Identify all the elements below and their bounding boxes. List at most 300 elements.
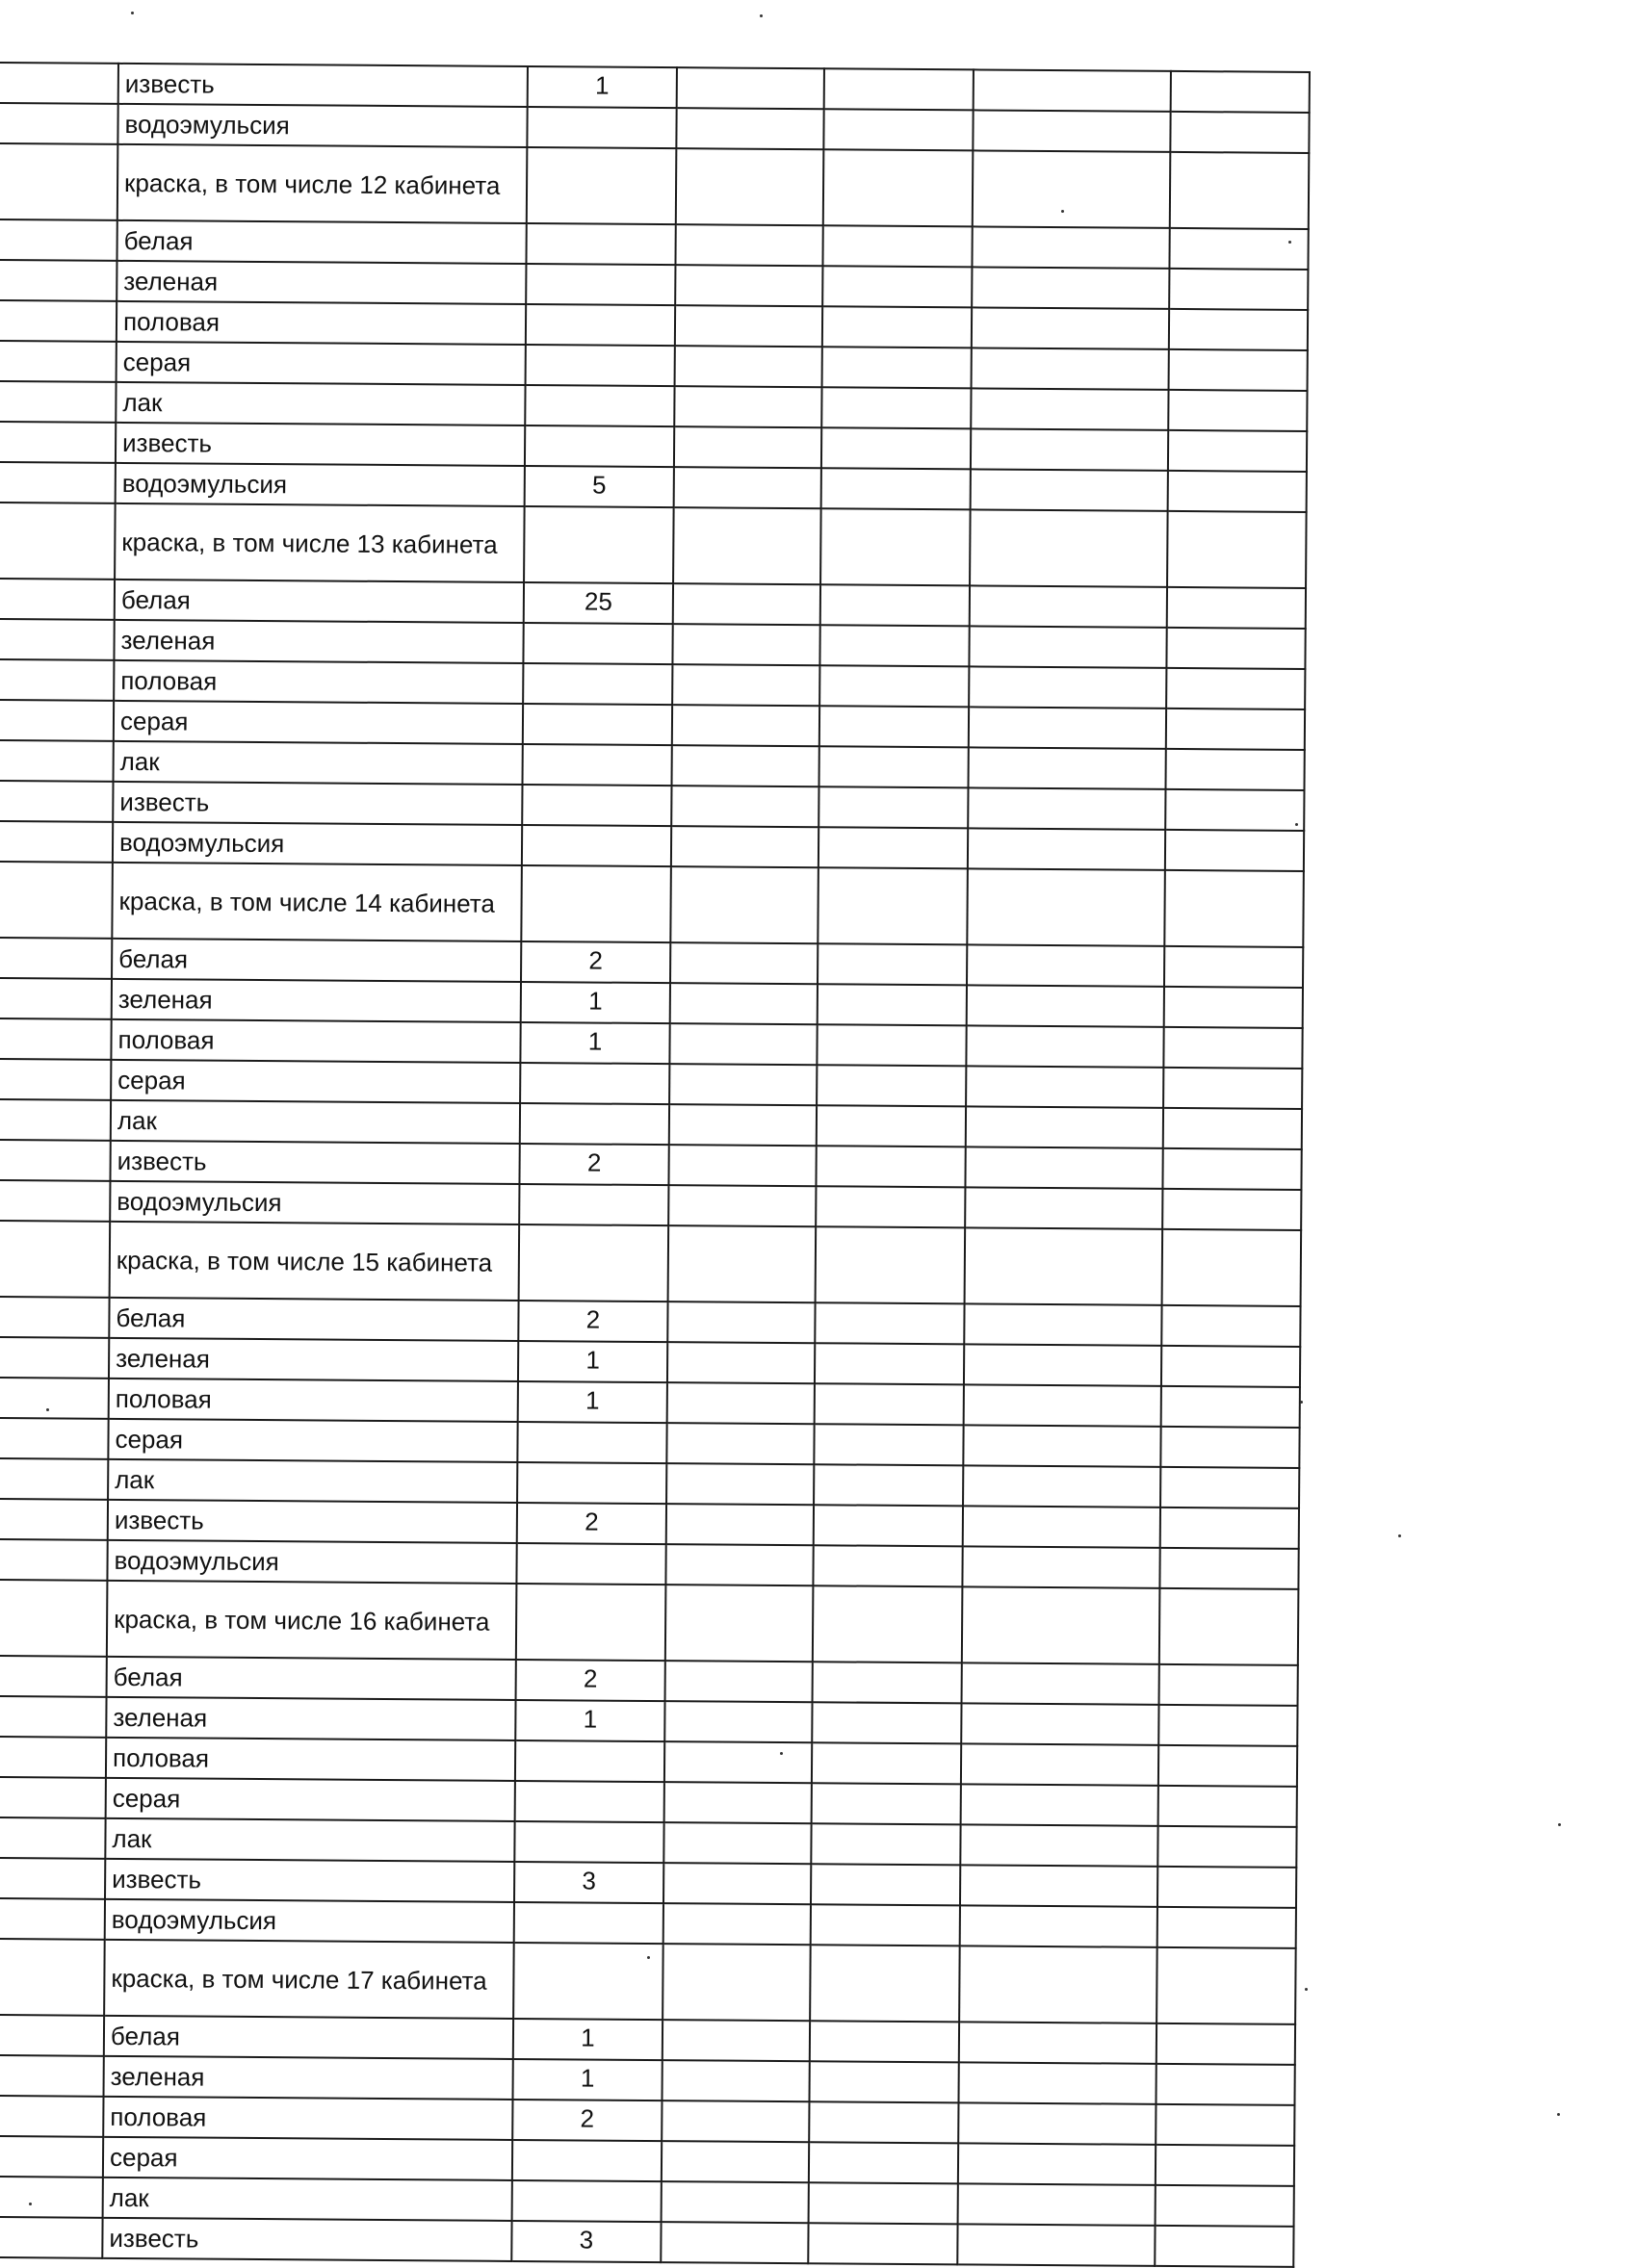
material-name-cell: известь	[105, 1859, 514, 1902]
row-number-cell	[0, 1140, 111, 1181]
empty-cell	[677, 67, 824, 109]
material-name-cell: зеленая	[104, 2056, 513, 2100]
quantity-cell	[516, 1543, 665, 1585]
scan-speck	[760, 14, 763, 17]
row-number-cell	[0, 2136, 103, 2178]
material-name-cell: зеленая	[112, 979, 521, 1022]
empty-cell	[663, 1863, 811, 1904]
table-row	[0, 862, 1304, 947]
empty-cell	[960, 1865, 1157, 1907]
empty-cell	[1155, 2226, 1293, 2267]
empty-cell	[822, 347, 972, 388]
empty-cell	[958, 2102, 1156, 2145]
quantity-cell: 25	[524, 582, 673, 624]
row-number-cell	[0, 1458, 108, 1500]
empty-cell	[971, 469, 1168, 511]
empty-cell	[662, 2181, 809, 2223]
empty-cell	[1159, 1548, 1298, 1589]
table-sheet	[0, 62, 1311, 2268]
row-number-cell	[0, 1939, 105, 2016]
materials-table	[0, 62, 1311, 2268]
row-number-cell	[0, 1858, 105, 1899]
empty-cell	[674, 426, 821, 468]
empty-cell	[1169, 349, 1308, 391]
empty-cell	[664, 1741, 812, 1783]
row-number-cell	[0, 2055, 104, 2097]
empty-cell	[671, 786, 818, 827]
empty-cell	[962, 1546, 1159, 1588]
empty-cell	[676, 148, 824, 225]
empty-cell	[1168, 430, 1307, 472]
empty-cell	[814, 1505, 963, 1546]
empty-cell	[672, 745, 819, 786]
material-name-cell: водоэмульсия	[107, 1540, 516, 1584]
row-number-cell	[0, 63, 118, 104]
row-number-cell	[0, 503, 116, 580]
empty-cell	[1164, 946, 1303, 988]
quantity-cell: 1	[520, 1022, 669, 1064]
empty-cell	[964, 1344, 1161, 1386]
empty-cell	[967, 944, 1164, 987]
quantity-cell	[527, 107, 676, 148]
empty-cell	[960, 1824, 1157, 1867]
row-number-cell	[0, 1099, 111, 1141]
empty-cell	[669, 1104, 817, 1146]
material-name-cell: серая	[117, 342, 526, 385]
material-name-cell: известь	[110, 1141, 519, 1184]
material-name-cell: зеленая	[109, 1338, 518, 1381]
quantity-cell	[526, 264, 675, 305]
empty-cell	[808, 2223, 957, 2264]
row-number-cell	[0, 1378, 109, 1419]
empty-cell	[1156, 2064, 1294, 2105]
empty-cell	[810, 2021, 959, 2062]
row-number-cell	[0, 862, 113, 939]
empty-cell	[962, 1586, 1160, 1664]
quantity-cell	[512, 2180, 662, 2222]
material-name-cell: лак	[105, 1818, 514, 1862]
row-number-cell	[0, 2015, 104, 2056]
quantity-cell	[525, 385, 674, 426]
empty-cell	[1166, 709, 1305, 750]
quantity-cell	[523, 704, 672, 745]
material-name-cell: белая	[112, 939, 521, 982]
scan-speck	[1295, 823, 1298, 826]
empty-cell	[1163, 1108, 1302, 1149]
quantity-cell: 1	[518, 1381, 667, 1423]
empty-cell	[668, 1225, 817, 1302]
empty-cell	[1156, 2145, 1294, 2186]
empty-cell	[965, 1147, 1162, 1189]
empty-cell	[672, 664, 819, 706]
empty-cell	[963, 1425, 1160, 1467]
empty-cell	[1159, 1664, 1298, 1706]
empty-cell	[958, 2183, 1156, 2226]
quantity-cell	[523, 623, 672, 664]
material-name-cell: половая	[114, 660, 523, 704]
empty-cell	[672, 624, 819, 665]
empty-cell	[662, 2100, 809, 2142]
quantity-cell: 1	[528, 66, 677, 108]
empty-cell	[671, 826, 818, 867]
empty-cell	[1168, 471, 1307, 512]
material-name-cell: белая	[117, 220, 526, 264]
quantity-cell	[514, 1821, 663, 1863]
empty-cell	[1157, 1826, 1296, 1868]
empty-cell	[1170, 112, 1309, 153]
row-number-cell	[0, 260, 117, 301]
empty-cell	[819, 706, 969, 747]
empty-cell	[817, 1065, 966, 1106]
row-number-cell	[0, 1499, 108, 1540]
table-row	[0, 503, 1307, 588]
empty-cell	[974, 69, 1171, 112]
material-name-cell: водоэмульсия	[110, 1181, 519, 1224]
empty-cell	[1156, 2185, 1294, 2227]
empty-cell	[973, 110, 1170, 152]
row-number-cell	[0, 1418, 109, 1459]
empty-cell	[809, 2101, 958, 2143]
empty-cell	[818, 943, 967, 985]
scan-speck	[1300, 1401, 1303, 1404]
empty-cell	[663, 1944, 811, 2021]
material-name-cell: водоэмульсия	[117, 104, 527, 147]
empty-cell	[673, 583, 820, 625]
empty-cell	[663, 1822, 811, 1864]
material-name-cell: белая	[109, 1298, 518, 1341]
empty-cell	[1164, 987, 1303, 1028]
empty-cell	[675, 305, 822, 347]
empty-cell	[815, 1343, 964, 1384]
empty-cell	[958, 2143, 1156, 2185]
empty-cell	[957, 2224, 1155, 2266]
empty-cell	[666, 1423, 814, 1464]
row-number-cell	[0, 2217, 103, 2258]
empty-cell	[821, 468, 971, 509]
empty-cell	[662, 2060, 809, 2101]
empty-cell	[820, 584, 970, 626]
quantity-cell	[519, 1184, 668, 1225]
quantity-cell	[516, 1584, 666, 1661]
empty-cell	[1165, 749, 1304, 790]
material-name-cell: половая	[117, 301, 526, 345]
quantity-cell	[515, 1781, 664, 1822]
material-name-cell: лак	[111, 1100, 520, 1144]
quantity-cell	[525, 425, 674, 467]
material-name-cell: лак	[114, 741, 523, 785]
empty-cell	[663, 2020, 810, 2061]
empty-cell	[961, 1743, 1158, 1786]
empty-cell	[1168, 390, 1307, 431]
empty-cell	[818, 786, 968, 828]
quantity-cell	[520, 1063, 669, 1104]
empty-cell	[813, 1545, 962, 1586]
empty-cell	[1166, 628, 1305, 669]
empty-cell	[820, 508, 971, 585]
empty-cell	[812, 1742, 961, 1784]
empty-cell	[809, 2182, 958, 2224]
empty-cell	[1165, 789, 1304, 831]
empty-cell	[973, 150, 1171, 228]
quantity-cell	[519, 1224, 669, 1302]
row-number-cell	[0, 821, 113, 863]
quantity-cell: 2	[521, 941, 670, 983]
empty-cell	[1166, 668, 1305, 709]
empty-cell	[969, 666, 1166, 709]
row-number-cell	[0, 462, 116, 503]
quantity-cell: 1	[515, 1700, 664, 1741]
row-number-cell	[0, 219, 117, 261]
row-number-cell	[0, 1018, 112, 1060]
quantity-cell: 3	[514, 1862, 663, 1903]
quantity-cell	[523, 744, 672, 786]
quantity-cell: 2	[512, 2100, 662, 2141]
row-number-cell	[0, 740, 114, 782]
empty-cell	[964, 1303, 1161, 1346]
empty-cell	[970, 509, 1168, 587]
scan-speck	[29, 2203, 32, 2205]
quantity-cell: 2	[518, 1301, 667, 1342]
material-name-cell: серая	[103, 2137, 512, 2180]
quantity-cell: 2	[516, 1660, 665, 1701]
row-number-cell	[0, 1777, 106, 1818]
empty-cell	[670, 942, 818, 984]
table-row	[0, 1939, 1296, 2024]
empty-cell	[1164, 870, 1304, 947]
empty-cell	[814, 1464, 963, 1506]
empty-cell	[819, 625, 969, 666]
material-name-cell: водоэмульсия	[113, 822, 522, 865]
row-number-cell	[0, 1337, 109, 1379]
scan-speck	[1557, 2113, 1560, 2116]
empty-cell	[972, 226, 1169, 269]
material-name-cell: половая	[106, 1738, 515, 1781]
empty-cell	[665, 1544, 813, 1585]
row-number-cell	[0, 1737, 106, 1778]
quantity-cell	[517, 1422, 666, 1463]
quantity-cell	[520, 1103, 669, 1145]
empty-cell	[1163, 1027, 1302, 1069]
material-name-cell: водоэмульсия	[116, 463, 525, 506]
empty-cell	[969, 626, 1166, 668]
row-number-cell	[0, 300, 117, 342]
row-number-cell	[0, 1297, 110, 1338]
quantity-cell	[521, 865, 671, 942]
scan-speck	[46, 1408, 49, 1411]
empty-cell	[1158, 1786, 1297, 1827]
empty-cell	[816, 1146, 965, 1187]
empty-cell	[816, 1226, 966, 1303]
empty-cell	[1156, 1947, 1296, 2024]
empty-cell	[668, 1185, 816, 1226]
empty-cell	[809, 2142, 958, 2183]
quantity-cell	[512, 2140, 662, 2181]
row-number-cell	[0, 1817, 106, 1859]
empty-cell	[968, 787, 1165, 830]
empty-cell	[970, 585, 1167, 628]
material-name-cell: серая	[108, 1419, 517, 1462]
quantity-cell	[513, 1943, 663, 2020]
material-name-cell: серая	[106, 1778, 515, 1821]
empty-cell	[815, 1383, 964, 1425]
material-name-cell: серая	[111, 1060, 520, 1103]
material-name-cell: краска, в том числе 12 кабинета	[117, 144, 528, 223]
empty-cell	[818, 827, 968, 868]
row-number-cell	[0, 579, 115, 620]
empty-cell	[1162, 1189, 1301, 1230]
empty-cell	[665, 1661, 813, 1702]
empty-cell	[972, 348, 1169, 390]
empty-cell	[663, 1903, 811, 1945]
empty-cell	[665, 1585, 814, 1662]
empty-cell	[1167, 511, 1307, 588]
quantity-cell	[526, 304, 675, 346]
material-name-cell: краска, в том числе 15 кабинета	[110, 1222, 520, 1301]
row-number-cell	[0, 1539, 108, 1581]
material-name-cell: серая	[114, 701, 523, 744]
empty-cell	[1161, 1346, 1300, 1387]
quantity-cell	[522, 785, 671, 826]
empty-cell	[1169, 309, 1308, 350]
empty-cell	[1171, 71, 1310, 113]
material-name-cell: половая	[109, 1379, 518, 1422]
empty-cell	[967, 985, 1164, 1027]
empty-cell	[814, 1424, 963, 1465]
empty-cell	[666, 1504, 814, 1545]
quantity-cell	[524, 506, 674, 583]
empty-cell	[815, 1302, 964, 1344]
empty-cell	[670, 866, 818, 943]
empty-cell	[965, 1187, 1162, 1229]
empty-cell	[961, 1703, 1158, 1745]
quantity-cell	[523, 663, 672, 705]
empty-cell	[667, 1342, 815, 1383]
material-name-cell: краска, в том числе 17 кабинета	[104, 1940, 514, 2019]
scan-speck	[647, 1956, 650, 1959]
row-number-cell	[0, 2096, 104, 2137]
empty-cell	[959, 1946, 1157, 2023]
empty-cell	[816, 1186, 965, 1227]
quantity-cell	[526, 345, 675, 386]
material-name-cell: лак	[108, 1459, 517, 1503]
material-name-cell: известь	[102, 2218, 511, 2261]
quantity-cell: 3	[511, 2221, 661, 2262]
material-name-cell: зеленая	[117, 261, 526, 304]
material-name-cell: половая	[111, 1019, 520, 1063]
material-name-cell: зеленая	[106, 1697, 515, 1740]
empty-cell	[1158, 1705, 1297, 1746]
empty-cell	[670, 983, 818, 1024]
material-name-cell: лак	[103, 2178, 512, 2221]
empty-cell	[1170, 152, 1310, 229]
empty-cell	[817, 1105, 966, 1147]
empty-cell	[968, 747, 1165, 789]
empty-cell	[1160, 1427, 1299, 1468]
scan-speck	[1061, 210, 1064, 213]
empty-cell	[1160, 1508, 1299, 1549]
empty-cell	[964, 1384, 1161, 1427]
table-row	[0, 1580, 1298, 1665]
table-row	[0, 1221, 1301, 1306]
empty-cell	[819, 746, 969, 787]
empty-cell	[1156, 2104, 1294, 2146]
quantity-cell: 1	[513, 2019, 663, 2060]
empty-cell	[1160, 1467, 1299, 1508]
empty-cell	[668, 1145, 816, 1186]
quantity-cell: 1	[521, 982, 670, 1023]
empty-cell	[661, 2222, 808, 2263]
empty-cell	[960, 1905, 1157, 1947]
row-number-cell	[0, 659, 114, 701]
empty-cell	[664, 1701, 812, 1742]
empty-cell	[1158, 1745, 1297, 1787]
scan-speck	[1558, 1823, 1561, 1826]
empty-cell	[664, 1782, 812, 1823]
empty-cell	[963, 1506, 1160, 1548]
empty-cell	[673, 507, 821, 584]
quantity-cell	[526, 223, 675, 265]
empty-cell	[1163, 1068, 1302, 1109]
empty-cell	[962, 1662, 1159, 1705]
quantity-cell: 5	[525, 466, 674, 507]
empty-cell	[811, 1904, 960, 1946]
table-row	[0, 2217, 1294, 2267]
empty-cell	[822, 266, 972, 307]
row-number-cell	[0, 143, 117, 220]
empty-cell	[1165, 830, 1304, 871]
scan-speck	[1305, 1988, 1308, 1991]
table-row	[0, 143, 1309, 229]
row-number-cell	[0, 938, 112, 979]
empty-cell	[669, 1064, 817, 1105]
empty-cell	[972, 267, 1169, 309]
quantity-cell	[522, 825, 671, 866]
empty-cell	[812, 1783, 961, 1824]
empty-cell	[666, 1463, 814, 1505]
empty-cell	[972, 307, 1169, 349]
empty-cell	[965, 1227, 1163, 1305]
row-number-cell	[0, 422, 116, 463]
empty-cell	[1167, 587, 1306, 629]
material-name-cell: лак	[116, 382, 525, 425]
material-name-cell: краска, в том числе 13 кабинета	[115, 503, 525, 582]
empty-cell	[676, 108, 823, 149]
empty-cell	[1169, 269, 1308, 310]
empty-cell	[811, 1864, 960, 1905]
quantity-cell	[514, 1902, 663, 1944]
empty-cell	[824, 68, 974, 110]
material-name-cell: известь	[118, 64, 528, 107]
empty-cell	[818, 984, 967, 1025]
material-name-cell: известь	[113, 782, 522, 825]
row-number-cell	[0, 1580, 107, 1657]
empty-cell	[1169, 228, 1308, 270]
material-name-cell: краска, в том числе 14 кабинета	[112, 863, 522, 941]
row-number-cell	[0, 1656, 107, 1697]
empty-cell	[971, 428, 1168, 471]
row-number-cell	[0, 2177, 103, 2218]
empty-cell	[966, 1106, 1163, 1148]
empty-cell	[818, 867, 968, 944]
material-name-cell: водоэмульсия	[105, 1899, 514, 1943]
empty-cell	[969, 707, 1166, 749]
row-number-cell	[0, 1059, 111, 1100]
empty-cell	[675, 224, 822, 266]
row-number-cell	[0, 700, 114, 741]
row-number-cell	[0, 1898, 105, 1940]
empty-cell	[823, 149, 974, 226]
empty-cell	[968, 828, 1165, 870]
